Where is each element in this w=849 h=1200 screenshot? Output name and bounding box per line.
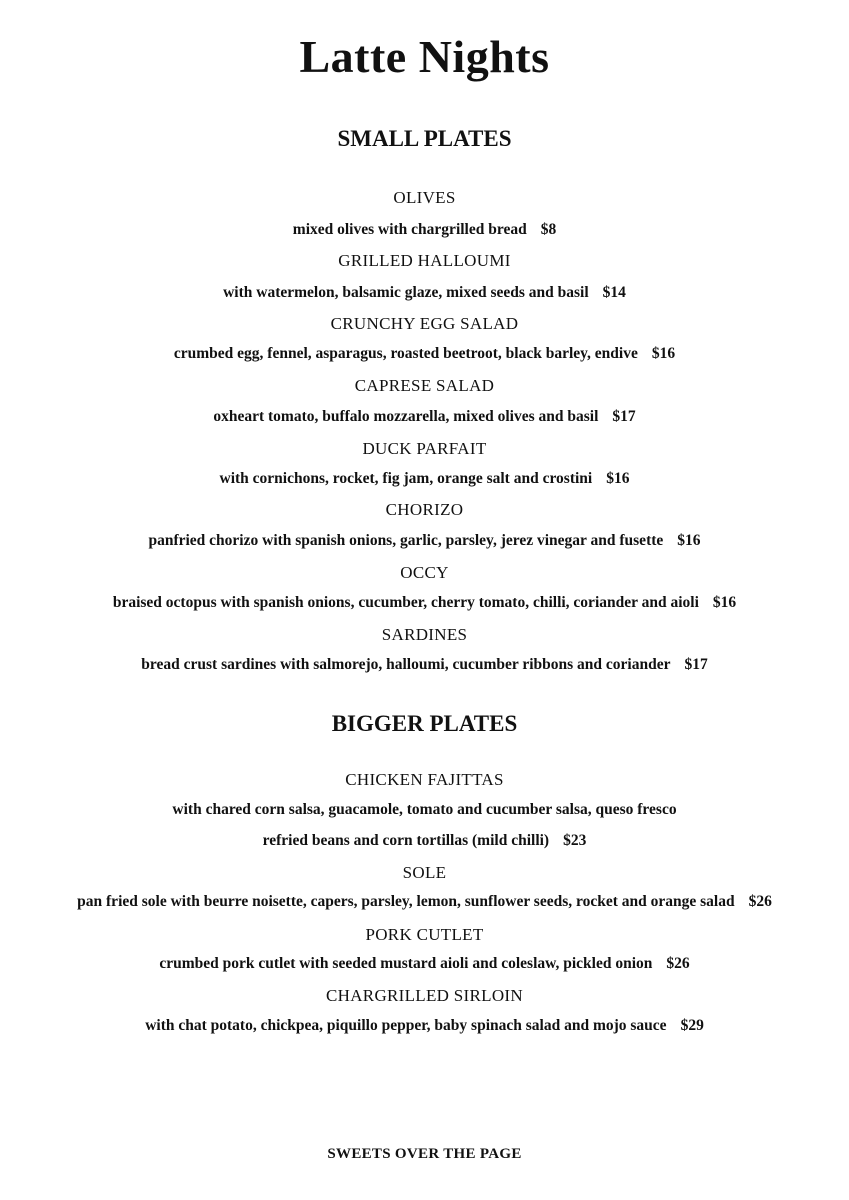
- bigger-plates-heading: BIGGER PLATES: [331, 711, 518, 736]
- item-name-duck-parfait: DUCK PARFAIT: [362, 439, 487, 458]
- item-description-duck-parfait: [0, 470, 849, 488]
- item-name-chicken-fajittas: CHICKEN FAJITTAS: [345, 770, 504, 789]
- item-name-chorizo: CHORIZO: [385, 500, 464, 519]
- item-name-pork-cutlet: PORK CUTLET: [365, 925, 484, 944]
- item-price: $17: [612, 408, 636, 425]
- item-description-chorizo: [0, 532, 849, 550]
- item-name-caprese-salad: CAPRESE SALAD: [354, 376, 495, 395]
- description-text: refried beans and corn tortillas (mild chilli): [262, 832, 550, 849]
- item-name-olives: OLIVES: [393, 188, 456, 207]
- menu-title: Latte Nights: [299, 31, 550, 82]
- footer-note: SWEETS OVER THE PAGE: [327, 1146, 522, 1162]
- item-price: $17: [684, 656, 708, 673]
- item-description-chicken-fajittas-line2: [0, 832, 849, 850]
- item-description-pork-cutlet: [0, 955, 849, 973]
- description-text: bread crust sardines with salmorejo, halloumi, cucumber ribbons and coriander: [141, 656, 671, 673]
- description-text: pan fried sole with beurre noisette, capers, parsley, lemon, sunflower seeds, rocket and orange salad: [77, 893, 735, 910]
- item-price: $16: [606, 470, 630, 487]
- description-text: with watermelon, balsamic glaze, mixed seeds and basil: [223, 284, 589, 301]
- item-price: $16: [712, 594, 737, 611]
- item-description-caprese-salad: [0, 408, 849, 426]
- item-description-olives: [0, 221, 849, 239]
- item-price: $14: [602, 284, 626, 301]
- item-price: $26: [748, 893, 772, 910]
- description-text: with chat potato, chickpea, piquillo pepper, baby spinach salad and mojo sauce: [145, 1017, 667, 1034]
- item-price: $29: [680, 1017, 704, 1034]
- item-price: $23: [563, 832, 587, 849]
- description-text: with cornichons, rocket, fig jam, orange salt and crostini: [219, 470, 593, 487]
- item-name-occy: OCCY: [400, 563, 449, 582]
- item-description-sardines: [0, 656, 849, 674]
- item-description-crunchy-egg-salad: [0, 345, 849, 363]
- item-description-chargrilled-sirloin: [0, 1017, 849, 1035]
- item-description-chicken-fajittas-line1: with chared corn salsa, guacamole, tomato and cucumber salsa, queso fresco: [172, 801, 677, 818]
- item-name-sole: SOLE: [402, 863, 447, 882]
- item-price: $26: [666, 955, 690, 972]
- small-plates-heading: SMALL PLATES: [337, 126, 512, 151]
- item-description-occy: [0, 594, 849, 612]
- item-name-chargrilled-sirloin: CHARGRILLED SIRLOIN: [326, 986, 523, 1005]
- item-price: $8: [540, 221, 557, 238]
- item-name-grilled-halloumi: GRILLED HALLOUMI: [338, 251, 511, 270]
- description-text: crumbed pork cutlet with seeded mustard aioli and coleslaw, pickled onion: [159, 955, 653, 972]
- description-text: crumbed egg, fennel, asparagus, roasted beetroot, black barley, endive: [173, 345, 638, 362]
- item-price: $16: [651, 345, 676, 362]
- item-description-sole: [0, 893, 849, 911]
- description-text: mixed olives with chargrilled bread: [292, 221, 527, 238]
- item-name-sardines: SARDINES: [381, 625, 468, 644]
- description-text: braised octopus with spanish onions, cucumber, cherry tomato, chilli, coriander and aioli: [112, 594, 699, 611]
- item-name-crunchy-egg-salad: CRUNCHY EGG SALAD: [330, 314, 519, 333]
- item-price: $16: [677, 532, 701, 549]
- description-text: panfried chorizo with spanish onions, garlic, parsley, jerez vinegar and fusette: [148, 532, 664, 549]
- description-text: oxheart tomato, buffalo mozzarella, mixed olives and basil: [213, 408, 599, 425]
- item-description-grilled-halloumi: [0, 284, 849, 302]
